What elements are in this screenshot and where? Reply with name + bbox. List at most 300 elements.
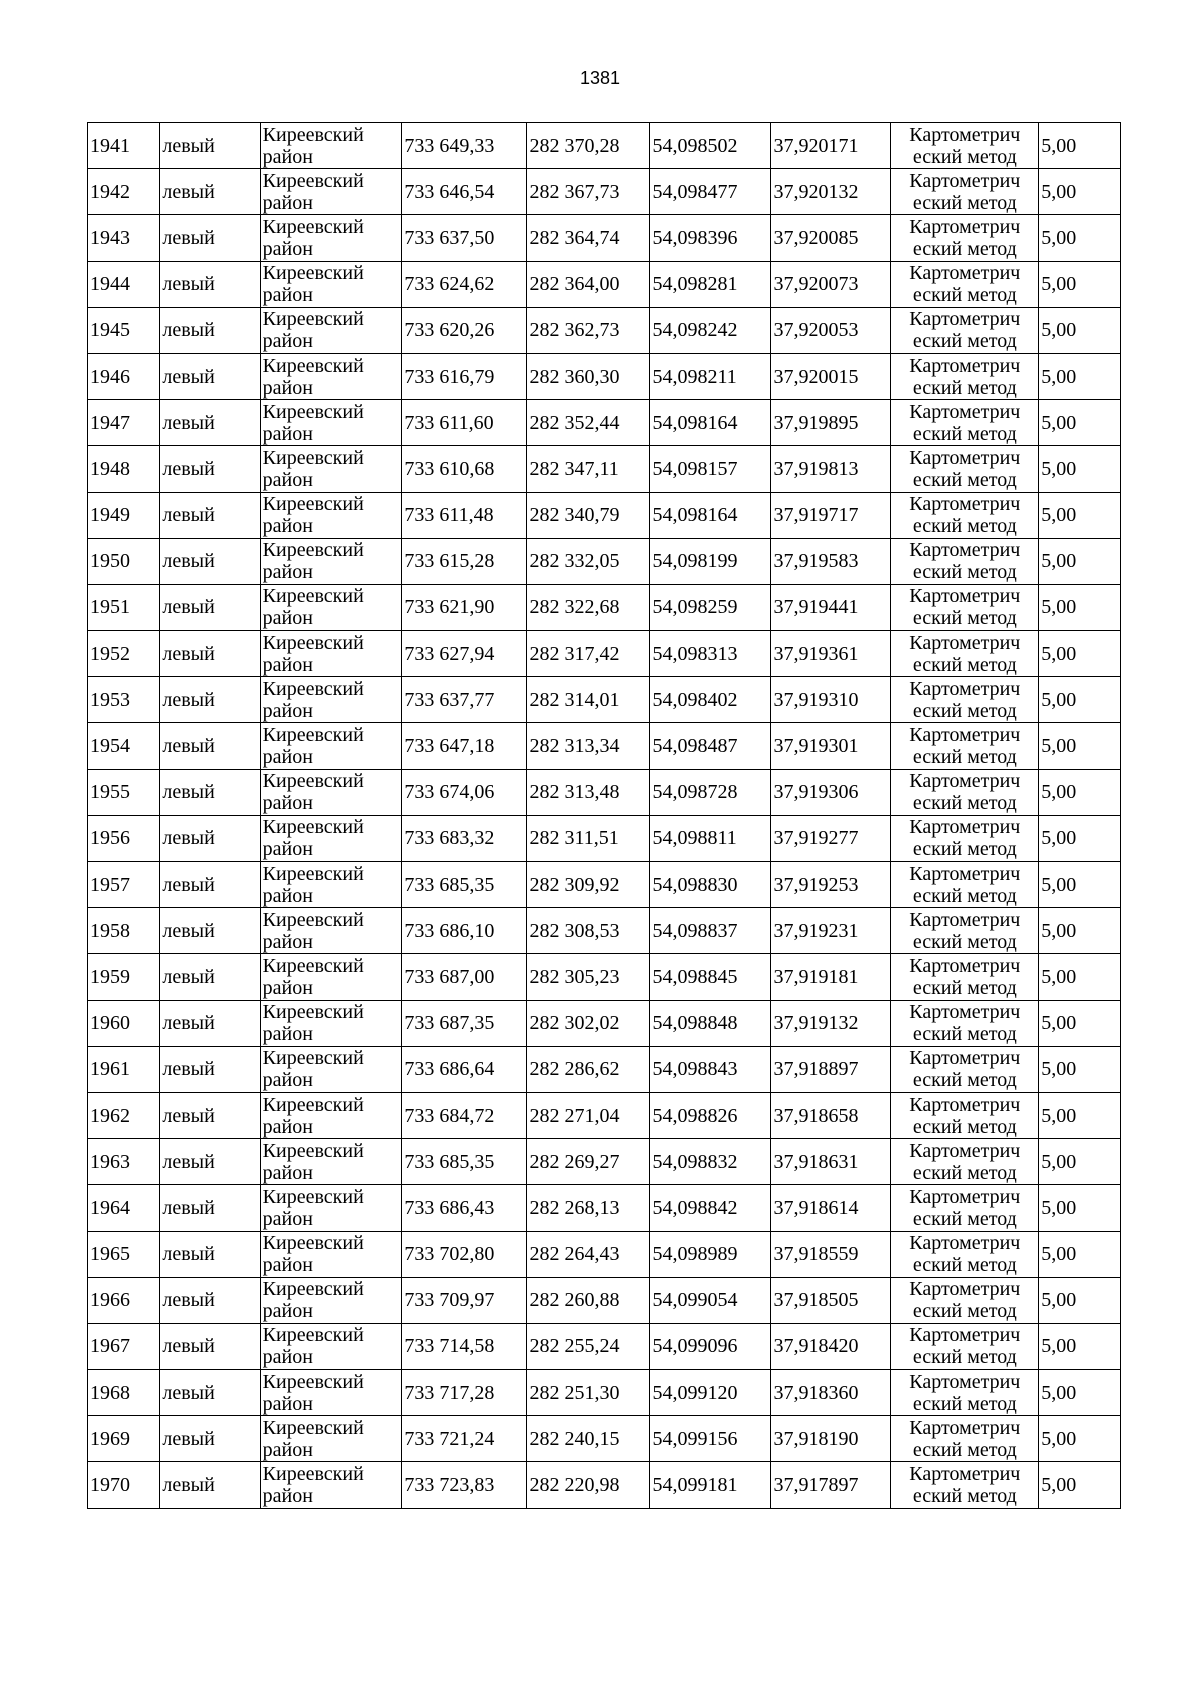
accuracy-cell: 5,00: [1039, 400, 1121, 446]
point-number-cell: 1969: [88, 1416, 160, 1462]
coord-y-cell: 282 317,42: [527, 631, 650, 677]
coord-y-cell: 282 370,28: [527, 123, 650, 169]
longitude-cell: 37,919277: [771, 815, 891, 861]
coord-y-cell: 282 240,15: [527, 1416, 650, 1462]
bank-side-cell: левый: [160, 954, 260, 1000]
table-row: [88, 538, 1121, 584]
coord-y-cell: 282 352,44: [527, 400, 650, 446]
coord-x-cell: 733 685,35: [402, 862, 527, 908]
accuracy-cell: 5,00: [1039, 677, 1121, 723]
latitude-cell: 54,099156: [650, 1416, 771, 1462]
coord-y-cell: 282 309,92: [527, 862, 650, 908]
method-cell: Картометрич еский метод: [891, 584, 1039, 630]
method-cell: Картометрич еский метод: [891, 353, 1039, 399]
coord-y-cell: 282 322,68: [527, 584, 650, 630]
district-cell: Киреевский район: [260, 1370, 402, 1416]
coord-y-cell: 282 340,79: [527, 492, 650, 538]
table-row: [88, 169, 1121, 215]
longitude-cell: 37,919301: [771, 723, 891, 769]
table-row: [88, 1000, 1121, 1046]
method-cell: Картометрич еский метод: [891, 1416, 1039, 1462]
coord-x-cell: 733 717,28: [402, 1370, 527, 1416]
method-cell: Картометрич еский метод: [891, 215, 1039, 261]
method-cell: Картометрич еский метод: [891, 954, 1039, 1000]
table-row: [88, 769, 1121, 815]
method-cell: Картометрич еский метод: [891, 908, 1039, 954]
longitude-cell: 37,918614: [771, 1185, 891, 1231]
accuracy-cell: 5,00: [1039, 1092, 1121, 1138]
point-number-cell: 1952: [88, 631, 160, 677]
accuracy-cell: 5,00: [1039, 1139, 1121, 1185]
bank-side-cell: левый: [160, 1046, 260, 1092]
accuracy-cell: 5,00: [1039, 1185, 1121, 1231]
coord-y-cell: 282 311,51: [527, 815, 650, 861]
coord-x-cell: 733 709,97: [402, 1277, 527, 1323]
longitude-cell: 37,918631: [771, 1139, 891, 1185]
table-row: [88, 261, 1121, 307]
point-number-cell: 1947: [88, 400, 160, 446]
coord-y-cell: 282 286,62: [527, 1046, 650, 1092]
district-cell: Киреевский район: [260, 769, 402, 815]
method-cell: Картометрич еский метод: [891, 769, 1039, 815]
accuracy-cell: 5,00: [1039, 123, 1121, 169]
table-row: [88, 584, 1121, 630]
district-cell: Киреевский район: [260, 815, 402, 861]
accuracy-cell: 5,00: [1039, 261, 1121, 307]
accuracy-cell: 5,00: [1039, 169, 1121, 215]
latitude-cell: 54,098989: [650, 1231, 771, 1277]
coord-x-cell: 733 686,64: [402, 1046, 527, 1092]
latitude-cell: 54,098313: [650, 631, 771, 677]
accuracy-cell: 5,00: [1039, 307, 1121, 353]
latitude-cell: 54,098826: [650, 1092, 771, 1138]
accuracy-cell: 5,00: [1039, 862, 1121, 908]
latitude-cell: 54,098728: [650, 769, 771, 815]
latitude-cell: 54,098843: [650, 1046, 771, 1092]
point-number-cell: 1941: [88, 123, 160, 169]
method-cell: Картометрич еский метод: [891, 261, 1039, 307]
coord-y-cell: 282 313,48: [527, 769, 650, 815]
latitude-cell: 54,098477: [650, 169, 771, 215]
longitude-cell: 37,920132: [771, 169, 891, 215]
coord-x-cell: 733 637,77: [402, 677, 527, 723]
coord-x-cell: 733 637,50: [402, 215, 527, 261]
longitude-cell: 37,919583: [771, 538, 891, 584]
district-cell: Киреевский район: [260, 215, 402, 261]
bank-side-cell: левый: [160, 1092, 260, 1138]
longitude-cell: 37,920073: [771, 261, 891, 307]
district-cell: Киреевский район: [260, 261, 402, 307]
table-row: [88, 1277, 1121, 1323]
district-cell: Киреевский район: [260, 1416, 402, 1462]
coord-x-cell: 733 721,24: [402, 1416, 527, 1462]
district-cell: Киреевский район: [260, 1231, 402, 1277]
longitude-cell: 37,919231: [771, 908, 891, 954]
point-number-cell: 1950: [88, 538, 160, 584]
district-cell: Киреевский район: [260, 1185, 402, 1231]
bank-side-cell: левый: [160, 123, 260, 169]
coord-y-cell: 282 264,43: [527, 1231, 650, 1277]
point-number-cell: 1954: [88, 723, 160, 769]
table-row: [88, 492, 1121, 538]
coord-x-cell: 733 611,48: [402, 492, 527, 538]
accuracy-cell: 5,00: [1039, 1323, 1121, 1369]
point-number-cell: 1964: [88, 1185, 160, 1231]
latitude-cell: 54,098842: [650, 1185, 771, 1231]
point-number-cell: 1945: [88, 307, 160, 353]
accuracy-cell: 5,00: [1039, 1277, 1121, 1323]
district-cell: Киреевский район: [260, 1462, 402, 1508]
page-number: 1381: [579, 68, 621, 88]
longitude-cell: 37,918559: [771, 1231, 891, 1277]
latitude-cell: 54,098837: [650, 908, 771, 954]
latitude-cell: 54,098487: [650, 723, 771, 769]
longitude-cell: 37,917897: [771, 1462, 891, 1508]
accuracy-cell: 5,00: [1039, 584, 1121, 630]
point-number-cell: 1948: [88, 446, 160, 492]
point-number-cell: 1943: [88, 215, 160, 261]
table-row: [88, 1046, 1121, 1092]
accuracy-cell: 5,00: [1039, 353, 1121, 399]
coord-y-cell: 282 268,13: [527, 1185, 650, 1231]
longitude-cell: 37,919895: [771, 400, 891, 446]
coord-x-cell: 733 627,94: [402, 631, 527, 677]
method-cell: Картометрич еский метод: [891, 169, 1039, 215]
district-cell: Киреевский район: [260, 1277, 402, 1323]
coord-y-cell: 282 364,74: [527, 215, 650, 261]
table-row: [88, 1462, 1121, 1508]
accuracy-cell: 5,00: [1039, 1046, 1121, 1092]
bank-side-cell: левый: [160, 862, 260, 908]
district-cell: Киреевский район: [260, 446, 402, 492]
district-cell: Киреевский район: [260, 1323, 402, 1369]
longitude-cell: 37,919253: [771, 862, 891, 908]
point-number-cell: 1970: [88, 1462, 160, 1508]
district-cell: Киреевский район: [260, 123, 402, 169]
table-row: [88, 1370, 1121, 1416]
latitude-cell: 54,099096: [650, 1323, 771, 1369]
coord-y-cell: 282 313,34: [527, 723, 650, 769]
latitude-cell: 54,099120: [650, 1370, 771, 1416]
longitude-cell: 37,919310: [771, 677, 891, 723]
latitude-cell: 54,098502: [650, 123, 771, 169]
longitude-cell: 37,918897: [771, 1046, 891, 1092]
method-cell: Картометрич еский метод: [891, 631, 1039, 677]
bank-side-cell: левый: [160, 584, 260, 630]
bank-side-cell: левый: [160, 215, 260, 261]
coord-y-cell: 282 255,24: [527, 1323, 650, 1369]
longitude-cell: 37,919306: [771, 769, 891, 815]
longitude-cell: 37,919181: [771, 954, 891, 1000]
method-cell: Картометрич еский метод: [891, 1185, 1039, 1231]
coord-x-cell: 733 702,80: [402, 1231, 527, 1277]
coord-x-cell: 733 621,90: [402, 584, 527, 630]
latitude-cell: 54,098845: [650, 954, 771, 1000]
coord-y-cell: 282 308,53: [527, 908, 650, 954]
district-cell: Киреевский район: [260, 1092, 402, 1138]
district-cell: Киреевский район: [260, 307, 402, 353]
bank-side-cell: левый: [160, 1231, 260, 1277]
coord-x-cell: 733 674,06: [402, 769, 527, 815]
district-cell: Киреевский район: [260, 862, 402, 908]
district-cell: Киреевский район: [260, 1000, 402, 1046]
bank-side-cell: левый: [160, 1139, 260, 1185]
longitude-cell: 37,919441: [771, 584, 891, 630]
table-row: [88, 1092, 1121, 1138]
longitude-cell: 37,918658: [771, 1092, 891, 1138]
longitude-cell: 37,919361: [771, 631, 891, 677]
bank-side-cell: левый: [160, 1462, 260, 1508]
coord-x-cell: 733 646,54: [402, 169, 527, 215]
latitude-cell: 54,098164: [650, 400, 771, 446]
method-cell: Картометрич еский метод: [891, 1092, 1039, 1138]
accuracy-cell: 5,00: [1039, 631, 1121, 677]
coord-y-cell: 282 302,02: [527, 1000, 650, 1046]
coord-y-cell: 282 360,30: [527, 353, 650, 399]
bank-side-cell: левый: [160, 1000, 260, 1046]
longitude-cell: 37,918420: [771, 1323, 891, 1369]
coord-y-cell: 282 271,04: [527, 1092, 650, 1138]
coord-x-cell: 733 624,62: [402, 261, 527, 307]
accuracy-cell: 5,00: [1039, 215, 1121, 261]
district-cell: Киреевский район: [260, 584, 402, 630]
district-cell: Киреевский район: [260, 677, 402, 723]
point-number-cell: 1968: [88, 1370, 160, 1416]
table-row: [88, 123, 1121, 169]
point-number-cell: 1965: [88, 1231, 160, 1277]
district-cell: Киреевский район: [260, 538, 402, 584]
method-cell: Картометрич еский метод: [891, 446, 1039, 492]
latitude-cell: 54,098199: [650, 538, 771, 584]
accuracy-cell: 5,00: [1039, 492, 1121, 538]
table-row: [88, 954, 1121, 1000]
bank-side-cell: левый: [160, 169, 260, 215]
bank-side-cell: левый: [160, 769, 260, 815]
method-cell: Картометрич еский метод: [891, 677, 1039, 723]
district-cell: Киреевский район: [260, 169, 402, 215]
accuracy-cell: 5,00: [1039, 723, 1121, 769]
table-row: [88, 908, 1121, 954]
district-cell: Киреевский район: [260, 400, 402, 446]
bank-side-cell: левый: [160, 400, 260, 446]
point-number-cell: 1946: [88, 353, 160, 399]
bank-side-cell: левый: [160, 446, 260, 492]
point-number-cell: 1949: [88, 492, 160, 538]
method-cell: Картометрич еский метод: [891, 400, 1039, 446]
bank-side-cell: левый: [160, 1323, 260, 1369]
method-cell: Картометрич еский метод: [891, 862, 1039, 908]
table-row: [88, 215, 1121, 261]
bank-side-cell: левый: [160, 261, 260, 307]
latitude-cell: 54,098402: [650, 677, 771, 723]
latitude-cell: 54,098396: [650, 215, 771, 261]
bank-side-cell: левый: [160, 908, 260, 954]
point-number-cell: 1967: [88, 1323, 160, 1369]
district-cell: Киреевский район: [260, 954, 402, 1000]
table-row: [88, 631, 1121, 677]
table-row: [88, 1185, 1121, 1231]
bank-side-cell: левый: [160, 1370, 260, 1416]
point-number-cell: 1960: [88, 1000, 160, 1046]
accuracy-cell: 5,00: [1039, 1000, 1121, 1046]
method-cell: Картометрич еский метод: [891, 1277, 1039, 1323]
point-number-cell: 1955: [88, 769, 160, 815]
latitude-cell: 54,098259: [650, 584, 771, 630]
coord-y-cell: 282 362,73: [527, 307, 650, 353]
method-cell: Картометрич еский метод: [891, 1139, 1039, 1185]
table-row: [88, 353, 1121, 399]
latitude-cell: 54,098848: [650, 1000, 771, 1046]
coord-y-cell: 282 269,27: [527, 1139, 650, 1185]
coord-x-cell: 733 684,72: [402, 1092, 527, 1138]
bank-side-cell: левый: [160, 492, 260, 538]
point-number-cell: 1944: [88, 261, 160, 307]
table-row: [88, 1323, 1121, 1369]
table-row: [88, 815, 1121, 861]
latitude-cell: 54,098281: [650, 261, 771, 307]
coord-y-cell: 282 260,88: [527, 1277, 650, 1323]
point-number-cell: 1956: [88, 815, 160, 861]
table-row: [88, 1139, 1121, 1185]
table-row: [88, 723, 1121, 769]
method-cell: Картометрич еский метод: [891, 1046, 1039, 1092]
accuracy-cell: 5,00: [1039, 446, 1121, 492]
bank-side-cell: левый: [160, 815, 260, 861]
point-number-cell: 1953: [88, 677, 160, 723]
coord-x-cell: 733 686,10: [402, 908, 527, 954]
accuracy-cell: 5,00: [1039, 815, 1121, 861]
point-number-cell: 1963: [88, 1139, 160, 1185]
coord-y-cell: 282 305,23: [527, 954, 650, 1000]
bank-side-cell: левый: [160, 677, 260, 723]
accuracy-cell: 5,00: [1039, 538, 1121, 584]
longitude-cell: 37,919132: [771, 1000, 891, 1046]
longitude-cell: 37,920053: [771, 307, 891, 353]
coord-y-cell: 282 367,73: [527, 169, 650, 215]
latitude-cell: 54,098211: [650, 353, 771, 399]
accuracy-cell: 5,00: [1039, 1462, 1121, 1508]
district-cell: Киреевский район: [260, 353, 402, 399]
latitude-cell: 54,099054: [650, 1277, 771, 1323]
bank-side-cell: левый: [160, 307, 260, 353]
district-cell: Киреевский район: [260, 1139, 402, 1185]
coord-x-cell: 733 647,18: [402, 723, 527, 769]
accuracy-cell: 5,00: [1039, 1231, 1121, 1277]
longitude-cell: 37,918360: [771, 1370, 891, 1416]
table-body: [88, 123, 1121, 1509]
bank-side-cell: левый: [160, 1416, 260, 1462]
latitude-cell: 54,099181: [650, 1462, 771, 1508]
accuracy-cell: 5,00: [1039, 1416, 1121, 1462]
coord-y-cell: 282 332,05: [527, 538, 650, 584]
table-row: [88, 862, 1121, 908]
method-cell: Картометрич еский метод: [891, 723, 1039, 769]
coord-x-cell: 733 714,58: [402, 1323, 527, 1369]
method-cell: Картометрич еский метод: [891, 815, 1039, 861]
bank-side-cell: левый: [160, 631, 260, 677]
table-row: [88, 400, 1121, 446]
method-cell: Картометрич еский метод: [891, 123, 1039, 169]
method-cell: Картометрич еский метод: [891, 492, 1039, 538]
longitude-cell: 37,920015: [771, 353, 891, 399]
coord-x-cell: 733 620,26: [402, 307, 527, 353]
coordinates-table: [87, 122, 1121, 1509]
table-row: [88, 446, 1121, 492]
latitude-cell: 54,098832: [650, 1139, 771, 1185]
coord-y-cell: 282 251,30: [527, 1370, 650, 1416]
coord-x-cell: 733 615,28: [402, 538, 527, 584]
coord-x-cell: 733 685,35: [402, 1139, 527, 1185]
bank-side-cell: левый: [160, 723, 260, 769]
method-cell: Картометрич еский метод: [891, 1462, 1039, 1508]
table-row: [88, 1231, 1121, 1277]
method-cell: Картометрич еский метод: [891, 1323, 1039, 1369]
bank-side-cell: левый: [160, 538, 260, 584]
coord-x-cell: 733 686,43: [402, 1185, 527, 1231]
coord-x-cell: 733 687,00: [402, 954, 527, 1000]
coord-x-cell: 733 687,35: [402, 1000, 527, 1046]
district-cell: Киреевский район: [260, 723, 402, 769]
point-number-cell: 1957: [88, 862, 160, 908]
point-number-cell: 1962: [88, 1092, 160, 1138]
bank-side-cell: левый: [160, 353, 260, 399]
point-number-cell: 1942: [88, 169, 160, 215]
method-cell: Картометрич еский метод: [891, 538, 1039, 584]
method-cell: Картометрич еский метод: [891, 1000, 1039, 1046]
coord-x-cell: 733 723,83: [402, 1462, 527, 1508]
coord-y-cell: 282 220,98: [527, 1462, 650, 1508]
district-cell: Киреевский район: [260, 908, 402, 954]
table-row: [88, 1416, 1121, 1462]
coord-x-cell: 733 610,68: [402, 446, 527, 492]
longitude-cell: 37,918190: [771, 1416, 891, 1462]
accuracy-cell: 5,00: [1039, 769, 1121, 815]
coord-x-cell: 733 611,60: [402, 400, 527, 446]
method-cell: Картометрич еский метод: [891, 307, 1039, 353]
coord-y-cell: 282 347,11: [527, 446, 650, 492]
longitude-cell: 37,918505: [771, 1277, 891, 1323]
table-row: [88, 307, 1121, 353]
latitude-cell: 54,098811: [650, 815, 771, 861]
latitude-cell: 54,098830: [650, 862, 771, 908]
point-number-cell: 1958: [88, 908, 160, 954]
coord-x-cell: 733 649,33: [402, 123, 527, 169]
accuracy-cell: 5,00: [1039, 908, 1121, 954]
point-number-cell: 1959: [88, 954, 160, 1000]
latitude-cell: 54,098242: [650, 307, 771, 353]
point-number-cell: 1951: [88, 584, 160, 630]
accuracy-cell: 5,00: [1039, 954, 1121, 1000]
bank-side-cell: левый: [160, 1277, 260, 1323]
latitude-cell: 54,098164: [650, 492, 771, 538]
accuracy-cell: 5,00: [1039, 1370, 1121, 1416]
coord-x-cell: 733 683,32: [402, 815, 527, 861]
longitude-cell: 37,920085: [771, 215, 891, 261]
point-number-cell: 1961: [88, 1046, 160, 1092]
bank-side-cell: левый: [160, 1185, 260, 1231]
coord-y-cell: 282 314,01: [527, 677, 650, 723]
longitude-cell: 37,919717: [771, 492, 891, 538]
district-cell: Киреевский район: [260, 631, 402, 677]
coord-x-cell: 733 616,79: [402, 353, 527, 399]
method-cell: Картометрич еский метод: [891, 1231, 1039, 1277]
longitude-cell: 37,919813: [771, 446, 891, 492]
table-row: [88, 677, 1121, 723]
district-cell: Киреевский район: [260, 492, 402, 538]
latitude-cell: 54,098157: [650, 446, 771, 492]
district-cell: Киреевский район: [260, 1046, 402, 1092]
method-cell: Картометрич еский метод: [891, 1370, 1039, 1416]
